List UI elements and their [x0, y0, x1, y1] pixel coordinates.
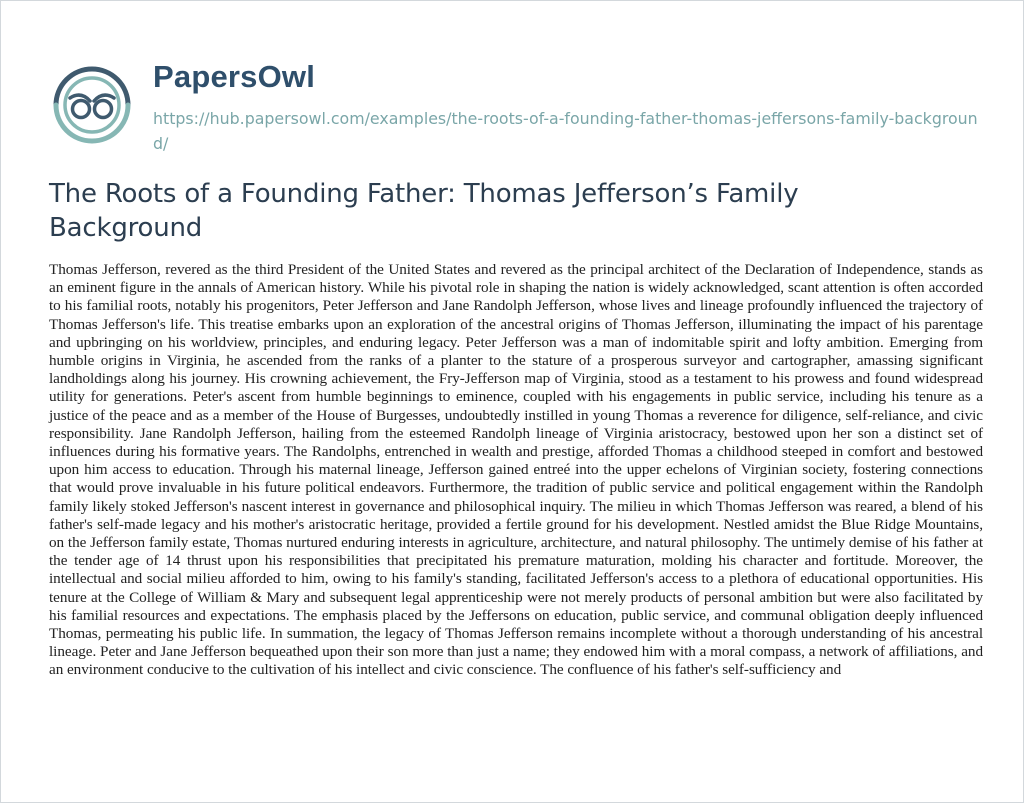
owl-eyes-logo-icon — [50, 63, 134, 147]
article-body: Thomas Jefferson, revered as the third President of the United States and revered as the principal architect of the Declaration of Independence, stands as an eminent figure in the annals of American history. While his pivotal role in shaping the nation is widely acknowledged, scant attention is often accorded to his familial roots, notably his progenitors, Peter Jefferson and Jane Randolph Jefferson, whose lives and lineage profoundly influenced the trajectory of Thomas Jefferson's life. This treatise embarks upon an exploration of the ancestral origins of Thomas Jefferson, illuminating the impact of his parentage and upbringing on his worldview, principles, and enduring legacy. Peter Jefferson was a man of indomitable spirit and lofty ambition. Emerging from humble origins in Virginia, he ascended from the ranks of a planter to the stature of a prosperous surveyor and cartographer, amassing significant landholdings along his journey. His crowning achievement, the Fry-Jefferson map of Virginia, stood as a testament to his prowess and found widespread utility for generations. Peter's ascent from humble beginnings to eminence, coupled with his engagements in public service, including his tenure as a justice of the peace and as a member of the House of Burgesses, undoubtedly instilled in young Thomas a reverence for diligence, self-reliance, and civic responsibility. Jane Randolph Jefferson, hailing from the esteemed Randolph lineage of Virginia aristocracy, bestowed upon her son a distinct set of influences during his formative years. The Randolphs, entrenched in wealth and prestige, afforded Thomas a childhood steeped in comfort and bestowed upon him access to education. Through his maternal lineage, Jefferson gained entreé into the upper echelons of Virginian society, fostering connections that would prove invaluable in his future political endeavors. Furthermore, the tradition of public service and political engagement within the Randolph family likely stoked Jefferson's nascent interest in governance and philosophical inquiry. The milieu in which Thomas Jefferson was reared, a blend of his father's self-made legacy and his mother's aristocratic heritage, provided a fertile ground for his development. Nestled amidst the Blue Ridge Mountains, on the Jefferson family estate, Thomas nurtured enduring interests in agriculture, architecture, and natural philosophy. The untimely demise of his father at the tender age of 14 thrust upon his responsibilities that precipitated his premature maturation, molding his character and fortitude. Moreover, the intellectual and social milieu afforded to him, owing to his family's standing, facilitated Jefferson's access to a plethora of educational opportunities. His tenure at the College of William & Mary and subsequent legal apprenticeship were not merely products of personal ambition but were also facilitated by his familial resources and expectations. The emphasis placed by the Jeffersons on education, public service, and communal obligation deeply influenced Thomas, permeating his public life. In summation, the legacy of Thomas Jefferson remains incomplete without a thorough understanding of his ancestral lineage. Peter and Jane Jefferson bequeathed upon their son more than just a name; they endowed him with a moral compass, a network of affiliations, and an environment conducive to the cultivation of his intellect and civic conscience. The confluence of his father's self-sufficiency and — [49, 261, 983, 679]
brand-name: PapersOwl — [153, 59, 316, 94]
source-url-link[interactable]: https://hub.papersowl.com/examples/the-roots-of-a-founding-father-thomas-jeffersons-family-background/ — [153, 109, 978, 153]
page-title: The Roots of a Founding Father: Thomas Jefferson’s Family Background — [49, 179, 799, 243]
